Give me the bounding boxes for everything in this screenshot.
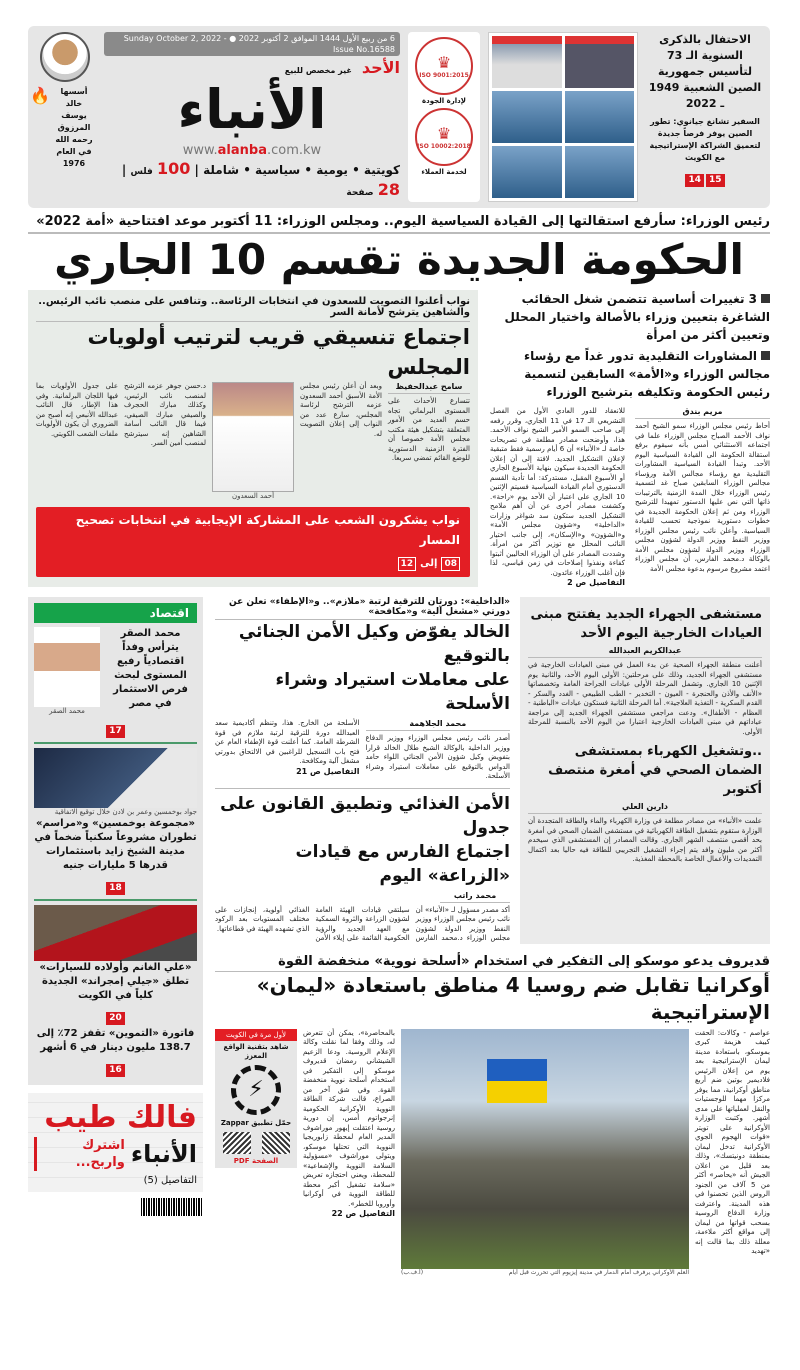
article-text: على جدول الأولويات بما فيها اللجان البرلمانية. وفي هذا الإطار، قال النائب عبدالله الأنبعي إنه أصبح من الضروري أن يكون الأولويات ملفات الشعب الكويتي. (36, 382, 118, 438)
ad-slogan: فالك طيب (44, 1100, 197, 1135)
page-ref: 08 (441, 557, 460, 571)
iso2: ISO 10002:2018 (417, 143, 471, 150)
bullet-square-icon (761, 351, 770, 360)
article-text: تتسارع الأحداث على المستوى البرلماني تجاه حسم العديد من الأمور المتعلقة بتشكيل هيئة مكتب مجلس الأمة خصوصا أن الفترة الزمنية الدستورية للوضع القائم تمضي سريعا. (388, 397, 470, 462)
economy-top (34, 627, 197, 716)
ar-promo[interactable] (215, 1041, 297, 1168)
lead-body (490, 407, 770, 587)
iso-seal-icon: ♛ ISO 9001:2015 (415, 37, 473, 95)
ad-cta: اشترك واربح... (34, 1137, 125, 1171)
day-label: الأحد (361, 58, 400, 77)
red-banner[interactable] (36, 507, 470, 577)
iso-badges (408, 32, 480, 202)
lead-headline[interactable]: الحكومة الجديدة تقسم 10 الجاري (54, 235, 744, 284)
interior-body (215, 719, 510, 782)
banner-text: نواب يشكرون الشعب على المشاركة الإيجابية في انتخابات تصحيح المسار (75, 513, 460, 547)
price-unit: فلس (130, 167, 153, 177)
byline: مريم بندق (635, 407, 770, 419)
page-ref[interactable]: 17 (106, 725, 125, 738)
bullet-text: المشاورات التقليدية تدور غداً مع رؤساء مجالس الوزراء و«الأمة» السابقين لتسمية رئيس الحكومة وتكليفه بترشيح الوزراء (524, 349, 770, 399)
ar-label: شاهد بتقنية الواقع المعزز (223, 1042, 289, 1060)
headline-line: الأمن الغذائي وتطبيق القانون على جدول (220, 793, 510, 838)
headline-line: على معاملات استيراد وشراء الأسلحة (275, 670, 510, 714)
url-brand: alanba (217, 143, 267, 158)
ukraine-photo-block (401, 1029, 689, 1277)
economy-headline[interactable]: فاتورة «التموين» تقفز 72٪ إلى 138.7 مليون دينار في 6 أشهر (36, 1028, 195, 1053)
page-ref[interactable]: 15 (706, 174, 725, 187)
byline: عبدالكريم العبدالله (528, 646, 762, 658)
row-2 (215, 597, 770, 944)
article-text: الأسلحة من الخارج. هذا، وتنظم أكاديمية سعد العبدالله دورة للترقية لرتبة ملازم في قوة الشرطة العامة. كما أعلنت قوة الإطفاء العام عن فتح باب التسجيل للراغبين في الالتحاق بدورتي مشغل آلية ومكافحة. (215, 719, 360, 765)
article-text: أكد مصدر مسؤول لـ «الأنباء» أن نائب رئيس مجلس الوزراء ووزير النفط ووزير الدولة لشؤون مجلس الوزراء د.محمد الفارس سيلتقي قيادات الهيئة العامة لشؤون الزراعة والثروة السمكية مع العهد الجديد والرؤية الحكومية القائمة على إيلاء الأمن الغذائي أولوية، إنجازات على مختلف المستويات بعد الركود الذي تشهده الهيئة في قطاعاتها. (215, 905, 510, 942)
signing-photo (34, 748, 197, 808)
photo-credit: (أ.ف.ب) (401, 1268, 424, 1276)
iso-seal-icon: ♛ ISO 10002:2018 (415, 108, 473, 166)
page-ref[interactable]: 18 (106, 882, 125, 895)
ukraine-body (215, 1029, 770, 1277)
photo-caption: أحمد السعدون (231, 492, 275, 500)
first-in-kuwait-badge: لأول مرة في الكويت (215, 1029, 297, 1041)
lead-bullets (490, 290, 770, 401)
china-supplement-thumbnail[interactable] (488, 32, 638, 202)
hospital-box (520, 597, 770, 944)
ukraine-photo (401, 1029, 689, 1269)
article-text: أصدر نائب رئيس مجلس الوزراء ووزير الدفاع ووزير الداخلية بالوكالة الشيخ طلال الخالد قرارا بتفويض وكيل شؤون الأمن الجنائي اللواء حامد الدواس بالتوقيع على معاملات استيراد وشراء الأسلحة. (365, 734, 510, 780)
qr-code-icon[interactable] (223, 1132, 251, 1154)
iso2-label: لخدمة العملاء (421, 168, 467, 176)
china-promo[interactable] (646, 32, 764, 202)
tagline-row: كويتية • يومية • سياسية • شاملة | 100 فلس | 28 صفحة (121, 159, 400, 199)
lead-story (490, 290, 770, 587)
row-1 (28, 290, 770, 587)
founder-avatar (40, 32, 90, 82)
electricity-headline[interactable]: ..وتشغيل الكهرباء بمستشفى الضمان الصحي في أمغرة منتصف أكتوبر (548, 744, 762, 797)
ad-logo: الأنباء (130, 1140, 197, 1168)
founder-block (30, 32, 96, 202)
food-body (215, 891, 510, 944)
masthead (28, 26, 770, 208)
bullet-text: 3 تغييرات أساسية تتضمن شغل الحقائب الشاغرة بتعيين وزراء بالأصالة واختيار المحلل وتعيين أكثر من امرأة (504, 292, 770, 342)
alsaqr-photo (34, 627, 100, 707)
details-link[interactable]: التفاصيل ص 22 (331, 1209, 395, 1218)
economy-sidebar (28, 597, 203, 1085)
ukraine-kicker: ﻗﺪﻳﺮوف ﻳﺪﻋﻮ موسكو إلى التفكير في استخدام «أسلحة نووية» منخفضة القوة (215, 954, 770, 972)
car-photo (34, 905, 197, 961)
headline-line: اجتماع الفارس مع قيادات «الزراعة» اليوم (295, 841, 510, 886)
story-col (388, 382, 470, 501)
newspaper-logo[interactable]: الأنباء (177, 78, 327, 141)
lead-kicker: رئيس الوزراء: سأرفع استقالتها إلى القيادة السياسية اليوم.. ومجلس الوزراء: 11 أكتوبر موعد افتتاحية «أمة 2022» (28, 214, 770, 234)
byline: محمد راتب (440, 891, 510, 903)
economy-headline[interactable]: «مجموعة بوخمسين» و«مراسم» تطوران مشروعاً سكنياً ضخماً في مدينة الشيخ زايد باستثمارات قدرها 5 مليارات جنيه (34, 818, 197, 871)
subscribe-ad[interactable] (28, 1093, 203, 1192)
date-en: Sunday October 2, 2022 - Issue No.16588 (123, 34, 395, 54)
founder-text: أسسها خالد يوسف المرزوق رحمه الله في العام 1976 (55, 87, 93, 168)
qr-code-icon[interactable] (262, 1132, 290, 1154)
economy-headline[interactable]: «علي الغانم وأولاده للسيارات» تطلق «جيلي إمجراند» الجديدة كلياً في الكويت (39, 962, 192, 1001)
byline: سامح عبدالحفيظ (388, 382, 470, 394)
flame-pen-icon: 🔥 (30, 86, 50, 105)
page-ref[interactable]: 20 (106, 1012, 125, 1025)
zappar-label: حمّل تطبيق Zappar (220, 1118, 292, 1127)
details-link[interactable]: التفاصيل ص 2 (567, 578, 625, 587)
pdf-label: الصفحة PDF (233, 1156, 279, 1165)
promo-subtitle: السفير تشانغ جيانوي: تطور الصين يوفر فرصاً جديدة لتعميق الشراكة الإستراتيجية مع الكويت (649, 117, 761, 162)
article-text: وبعد أن أعلن رئيس مجلس الأمة الأسبق أحمد السعدون عزمه الترشح لرئاسة المجلس، سارع عدد من النواب إلى إعلان التصويت له. (300, 382, 382, 438)
photo-caption: جواد بوخمسين وعمر بن لادن خلال توقيع الاتفاقية (54, 808, 197, 816)
bullet-item (490, 290, 770, 344)
bullet-square-icon (761, 294, 770, 303)
byline: دارين العلي (528, 802, 762, 814)
article-text: بالمحاصرة»، يمكن أن تتعرض له، وذلك وفقا لما نقلت وكالة الإعلام الروسية. ودعا الزعيم الشيشاني رمضان قديروف موسكو إلى التفكير في استخدام أسلحة نووية منخفضة القوة. وفي شق آخر من الصراع، قالت شركة الطاقة النووية الأوكرانية الحكومية إنرجواتوم أمس، إن دورية روسية اعتقلت إيهور موراشوف المدير العام لمحطة زابوريجيا النووية التي تحتلها موسكو، ويتولى موراشوف «مسؤولية السلامة النووية والإشعاعية» للمحطة، ويعني احتجازه تعريض «سلامة تشغيل أكبر محطة للطاقة النووية في أوكرانيا وأوروبا للخطر». (303, 1028, 395, 1208)
byline: محمد الجلاهمة (366, 719, 511, 731)
iso1: ISO 9001:2015 (419, 72, 469, 79)
logo-block (104, 32, 400, 202)
interior-kicker: «الداخلية»: دورتان للترقية لرتبة «ملازم».. و«الإطفاء» تعلن عن دورتي «مشغل آلية» و«مكافحة» (215, 597, 510, 620)
saadoun-photo-block (212, 382, 294, 501)
divider (34, 742, 197, 744)
lower-section (28, 597, 770, 1277)
ar-promo-column (215, 1029, 297, 1277)
date-ar: 6 من ربيع الأول 1444 الموافق 2 أكتوبر 2022 (238, 34, 395, 43)
price: 100 (156, 159, 191, 178)
details-link[interactable]: التفاصيل ص 21 (296, 766, 360, 776)
not-for-sale: غير مخصص للبيع (284, 66, 352, 75)
parliament-story (28, 290, 478, 587)
food-headline[interactable] (215, 788, 510, 888)
main-lower (215, 597, 770, 1277)
iso1-label: لإدارة الجودة (422, 97, 466, 105)
date-bar: 6 من ربيع الأول 1444 الموافق 2 أكتوبر 2022 ● Sunday October 2, 2022 - Issue No.16588 (104, 32, 400, 56)
economy-tab[interactable]: اقتصاد (34, 603, 197, 623)
photo-caption: العلم الأوكراني يرفرف أمام الدمار في مدينة إيزيوم التي تحررت قبل أيام (508, 1268, 689, 1276)
promo-title: الاحتفال بالذكرى السنوية الـ 73 لتأسيس جمهورية الصين الشعبية 1949 ـ 2022 (648, 33, 762, 110)
article-text: أحاط رئيس مجلس الوزراء سمو الشيخ أحمد نواف الأحمد الصباح مجلس الوزراء علما في اجتماعه الاستثنائي أمس بأنه سيقوم برفع استقالة الحكومة الى القيادة السياسية اليوم الأحد. وتبدأ القيادة السياسية المشاورات التقليدية مع رؤساء مجالس الأمة ورؤساء مجالس الوزراء السابقين صباح غد لتسمية رئيس الوزراء خلال المدة الزمنية بالترتيبات ذاتها التي نص عليها الدستور تمهيدا للترشيح الوزراء ومن ثم إعلان الحكومة الجديدة في خطوات دستورية نموذجية تحسب للقيادة السياسية. وأعلن نائب رئيس مجلس الوزراء ووزير النفط ووزير الدولة لشؤون مجلس الوزراء ووزير الدولة لشؤون مجلس الأمة بالوكالة د.محمد الفارس، أن مجلس الوزراء اعتمد مشروع مرسوم بدعوة مجلس الأمة (635, 422, 770, 573)
divider (34, 899, 197, 901)
banner-to: إلى (420, 558, 438, 569)
day-row (104, 58, 400, 77)
story-headline[interactable]: اجتماع تنسيقي قريب لترتيب أولويات المجلس (87, 325, 470, 379)
middle-column (215, 597, 510, 944)
left-sidebar (28, 597, 203, 1277)
website-url[interactable] (104, 143, 400, 158)
page-ref[interactable]: 14 (685, 174, 704, 187)
article-text: عواصم - وكالات: الحقت كييف هزيمة كبرى بموسكو، باستعادة مدينة ليمان الإستراتيجية بعد يوم من إعلان الرئيس فلاديمير بوتين ضم أربع مناطق أوكرانية، مما يوفر مركزا مهما للوجستيات والنقل لعملياتها على مدى أشهر. وكتبت الوزارة الأوكرانية على تويتر «قوات الهجوم الجوي الأوكرانية تدخل ليمان بمنطقة دونيتسك»، وذلك بعد قليل من اعلان الجيش أنه «يحاصر» أكثر من 5 آلاف من الجنود الروس الذين تحصنوا في هذه المدينة. واعترفت وزارة الدفاع الروسية بسحب قواتها من ليمان إلى مواقع أكثر ملاءمة، معللة ذلك بما قالت إنه «تهديد (695, 1028, 770, 1255)
article-text: د.حسن جوهر عزمه الترشح لمنصب نائب الرئيس، وكذلك مبارك الحجرف والصيفي مبارك الصيفي، فيما قال النائب أسامة الشاهين إنه سيترشح لمنصب أمين السر. (124, 382, 206, 447)
ukraine-headline[interactable]: أوكرانيا تقابل ضم روسيا 4 مناطق باستعادة «ليمان» الإستراتيجية (256, 972, 770, 1024)
tagline: كويتية • يومية • سياسية • شاملة (203, 163, 400, 177)
url-suffix: .com.kw (266, 143, 322, 158)
photo-caption-row (401, 1269, 689, 1277)
hospital-headline[interactable]: مستشفى الجهراء الجديد يفتتح مبنى العيادات الخارجية اليوم الأحد (530, 607, 762, 641)
page-count: 28 (377, 180, 400, 199)
pages-unit: صفحة (346, 188, 374, 198)
interior-headline[interactable] (215, 620, 510, 716)
ad-details: التفاصيل (5) (143, 1175, 197, 1186)
zappar-icon: ⚡ (231, 1065, 281, 1115)
alsaqr-photo-block (34, 627, 100, 716)
article-text: للانعقاد للدور العادي الأول من الفصل التشريعي الـ 17 في 11 الجاري، وقرر رفعه إلى صاحب السمو الأمير الشيخ نواف الأحمد. هذا، وأوضحت مصادر مطلعة في تصريحات خاصة لـ «الأنباء» أن 6 أيام رسمية فقط متبقية لإعلان التشكيل الجديد. لافتة إلى أن إعلان الحكومة الجديدة سيكون بنهاية الأسبوع الجاري أو الأسبوع المقبل، مستدركة: أما تأدية القسم الدستوري أمام القيادة السياسية فسيتم الإثنين 10 الجاري على اعتبار أن الأحد يوم «راحة». وكشفت مصادر أخرى عن أن أهم ملامح التشكيل الجديد ستكون سد شواغر وزارات «الداخلية» و«شؤون مجلس الأمة» و«الشؤون» و«الإسكان»، إلى جانب اختيار النائب المحلل مع توزير أكثر من امرأة. وشددت المصادر على أن الوزراء الحاليين أثبتوا كفاءة ونفذوا إصلاحات في زمن قياسي، لذا فإن أغلب الوزراء عائدون. (490, 407, 625, 577)
photo-caption: محمد الصقر (49, 707, 85, 715)
interior-col (366, 719, 511, 782)
ad-row (34, 1137, 197, 1171)
article-text: أعلنت منطقة الجهراء الصحية عن بدء العمل في مبنى العيادات الخارجية في مستشفى الجهراء الجديد، وذلك على مرحلتين: الأولى اليوم الأحد، والثانية يوم الإثنين 10 الجاري. وتشمل المرحلة الأولى عيادات الجراحة العامة وتخصصاتها «الأنف والأذن والحنجرة - العيون - التخدير - الطب الطبيعي - الغدد والسكر - القدم السكرية - التغذية العلاجية». أما المرحلة الثانية فستكون عيادات «الباطنية - العظام - الأطفال». ودعت مراجعي مستشفى الجهراء الجديد إلى مراجعة عياداتهم في مبنى العيادات الخارجية اعتبارا من اليوم الأحد بالنسبة للمرحلة الأولى. (528, 661, 762, 736)
ukraine-flag (487, 1059, 547, 1103)
page-ref: 12 (398, 557, 417, 571)
story-body (36, 382, 470, 501)
interior-col (215, 719, 360, 782)
story-kicker: نواب أعلنوا التصويت للسعدون في انتخابات الرئاسة.. وتنافس على منصب نائب الرئيس.. والشاهين يترشح لأمانة السر (36, 296, 470, 322)
ukraine-col-left (303, 1029, 395, 1277)
url-prefix: www. (182, 143, 218, 158)
article-text: علمت «الأنباء» من مصادر مطلعة في وزارة الكهرباء والماء والطاقة المتجددة أن الوزارة ستقوم بتشغيل الطاقة الكهربائية في مستشفى الضمان الصحي في أمغرة بحد أقصى منتصف الشهر الجاري. وقالت المصادر إن المستشفى الذي سيخدم أكثر من مليون وافد يتم إجراء التشغيل التجريبي للطاقة فيه حاليا بعد اكتمال التمديدات والأعمال الخاصة بالمحطة المغذية. (528, 817, 762, 863)
saadoun-photo (212, 382, 294, 492)
economy-headline[interactable]: محمد الصقر يترأس وفداً اقتصادياً رفيع المستوى لبحث فرص الاستثمار في مصر (113, 628, 188, 709)
page-ref[interactable]: 16 (106, 1064, 125, 1077)
bullet-item (490, 347, 770, 401)
headline-line: الخالد يفوّض وكيل الأمن الجنائي بالتوقيع (238, 622, 510, 666)
barcode (141, 1198, 203, 1216)
